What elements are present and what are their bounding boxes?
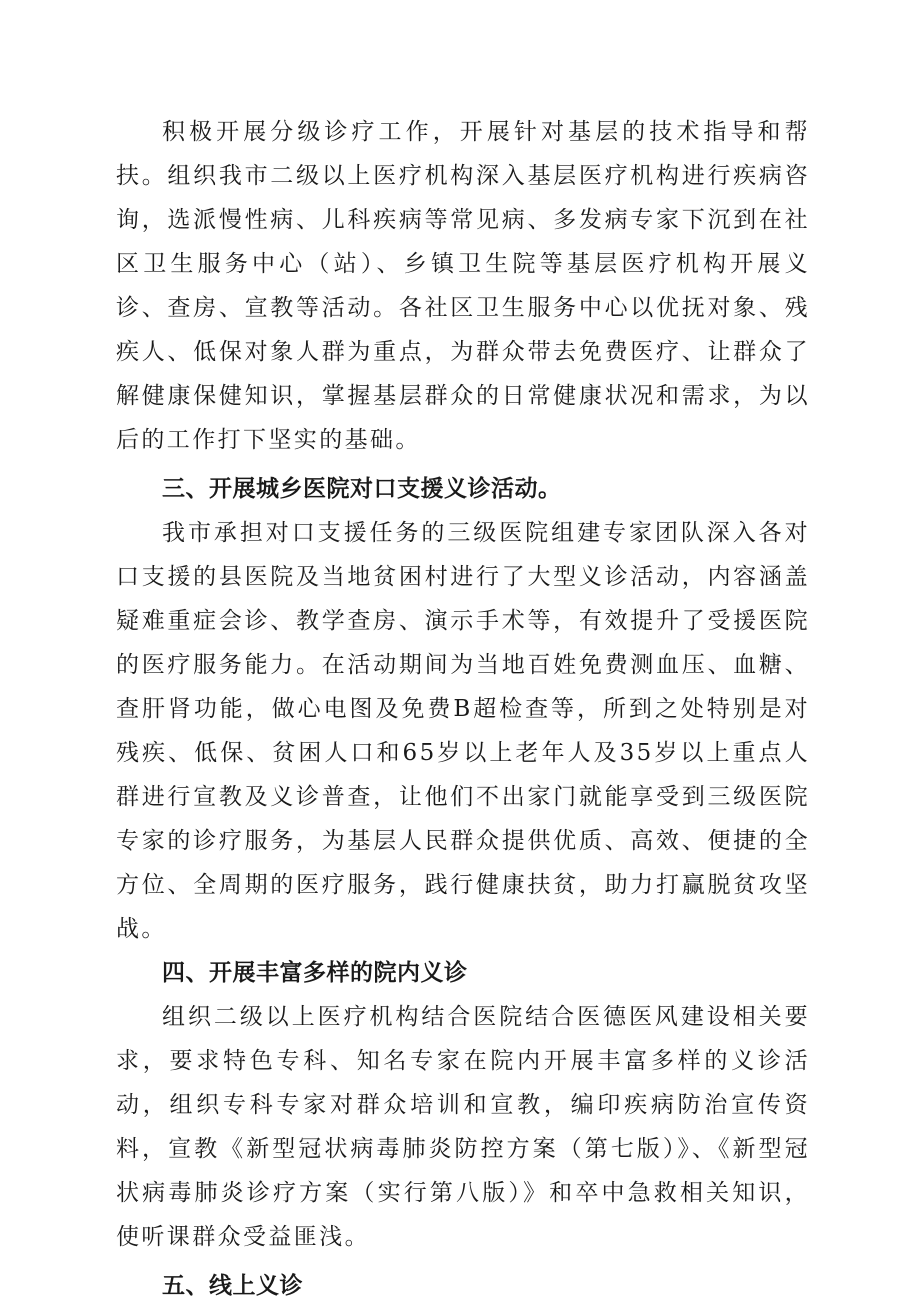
paragraph-in-hospital-clinic: 组织二级以上医疗机构结合医院结合医德医风建设相关要求，要求特色专科、知名专家在院内开展丰富多样的义诊活动，组织专科专家对群众培训和宣教，编印疾病防治宣传资料，宣教《新型冠状病毒肺炎防控方案（第七版）》、《新型冠状病毒肺炎诊疗方案（实行第八版）》和卒中急救相关知识，使听课群众受益匪浅。 (116, 1004, 810, 1250)
paragraph-tiered-diagnosis: 积极开展分级诊疗工作，开展针对基层的技术指导和帮扶。组织我市二级以上医疗机构深入基层医疗机构进行疾病咨询，选派慢性病、儿科疾病等常见病、多发病专家下沉到在社区卫生服务中心（站）、乡镇卫生院等基层医疗机构开展义诊、查房、宣教等活动。各社区卫生服务中心以优抚对象、残疾人、低保对象人群为重点，为群众带去免费医疗、让群众了解健康保健知识，掌握基层群众的日常健康状况和需求，为以后的工作打下坚实的基础。 (116, 119, 810, 453)
heading-section-5: 五、线上义诊 (162, 1273, 303, 1299)
heading-section-4: 四、开展丰富多样的院内义诊 (162, 960, 468, 986)
heading-section-3: 三、开展城乡医院对口支援义诊活动。 (162, 476, 562, 502)
document-body (116, 110, 810, 1308)
paragraph-urban-rural-support: 我市承担对口支援任务的三级医院组建专家团队深入各对口支援的县医院及当地贫困村进行了大型义诊活动，内容涵盖疑难重症会诊、教学查房、演示手术等，有效提升了受援医院的医疗服务能力。在活动期间为当地百姓免费测血压、血糖、查肝肾功能，做心电图及免费B超检查等，所到之处特别是对残疾、低保、贫困人口和65岁以上老年人及35岁以上重点人群进行宣教及义诊普查，让他们不出家门就能享受到三级医院专家的诊疗服务，为基层人民群众提供优质、高效、便捷的全方位、全周期的医疗服务，践行健康扶贫，助力打赢脱贫攻坚战。 (116, 520, 810, 942)
